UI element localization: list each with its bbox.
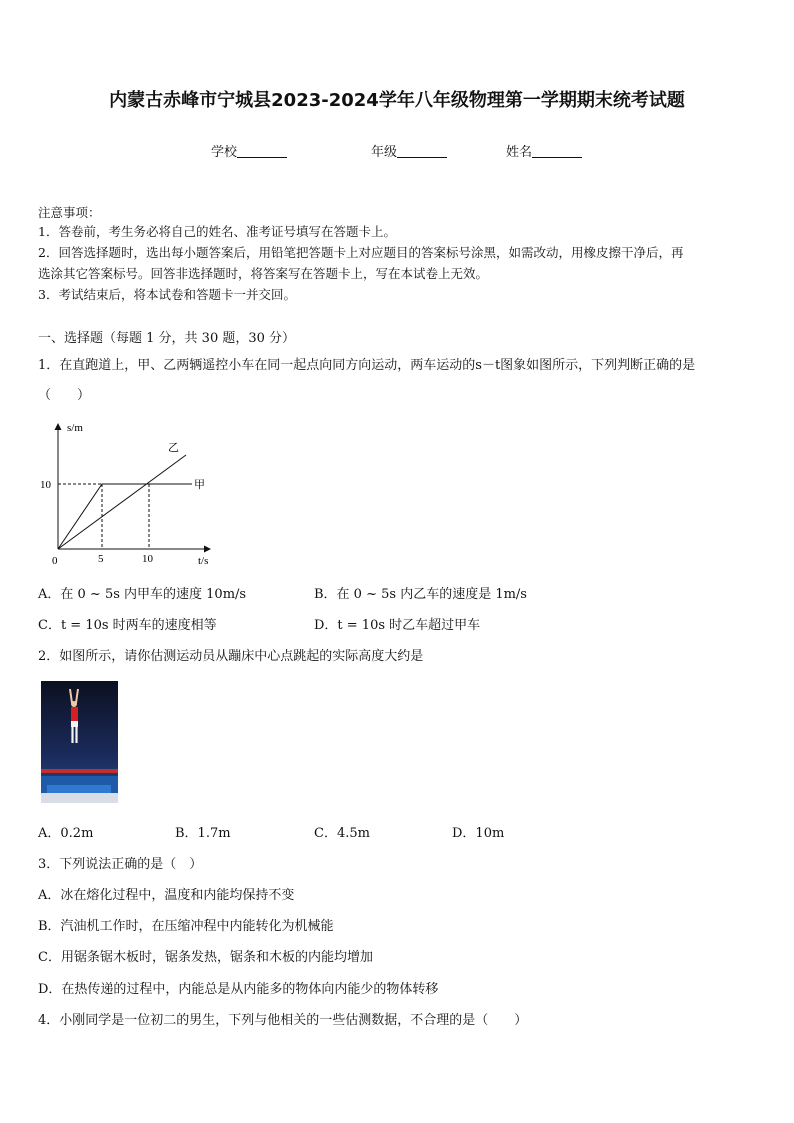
q1-paren: （ ）	[38, 388, 91, 403]
school-label: 学校	[211, 145, 238, 160]
y-axis-label: s/m	[67, 422, 83, 434]
q1-option-a[interactable]: A．在 0 ~ 5s 内甲车的速度 10m/s	[38, 587, 247, 602]
q1-stem: 1．在直跑道上，甲、乙两辆遥控小车在同一起点向同方向运动，两车运动的s－t图象如图所示，下列判断正确的是	[38, 358, 696, 373]
school-blank[interactable]	[237, 144, 287, 158]
label-yi: 乙	[168, 442, 179, 454]
y-tick-10: 10	[40, 479, 51, 491]
q3-option-d[interactable]: D．在热传递的过程中，内能总是从内能多的物体向内能少的物体转移	[38, 982, 439, 997]
name-label: 姓名	[506, 145, 533, 160]
grade-blank[interactable]	[397, 144, 447, 158]
x-tick-10: 10	[142, 553, 153, 565]
q2-option-d[interactable]: D．10m	[452, 826, 505, 841]
note-2-cont: 选涂其它答案标号。回答非选择题时，将答案写在答题卡上，写在本试卷上无效。	[38, 266, 489, 281]
note-2: 2．回答选择题时，选出每小题答案后，用铅笔把答题卡上对应题目的答案标号涂黑，如需改动，用橡皮擦干净后，再	[38, 245, 684, 260]
q3-option-a[interactable]: A．冰在熔化过程中，温度和内能均保持不变	[38, 888, 295, 903]
grade-field[interactable]	[371, 141, 447, 160]
q2-option-c[interactable]: C．4.5m	[314, 826, 370, 841]
line-jia	[58, 484, 192, 549]
school-field[interactable]	[211, 141, 287, 160]
q4-stem: 4．小刚同学是一位初二的男生，下列与他相关的一些估测数据，不合理的是（ ）	[38, 1013, 528, 1028]
label-jia: 甲	[194, 479, 205, 491]
q2-option-b[interactable]: B．1.7m	[175, 826, 231, 841]
page-title: 内蒙古赤峰市宁城县2023-2024学年八年级物理第一学期期末统考试题	[109, 90, 685, 111]
grade-label: 年级	[371, 145, 398, 160]
section-heading: 一、选择题（每题 1 分，共 30 题，30 分）	[38, 331, 296, 346]
x-tick-5: 5	[98, 553, 104, 565]
q1-option-d[interactable]: D．t = 10s 时乙车超过甲车	[314, 618, 481, 633]
q1-option-c[interactable]: C．t = 10s 时两车的速度相等	[38, 618, 217, 633]
line-yi	[58, 455, 186, 549]
trampoline-photo	[41, 681, 118, 803]
note-3: 3．考试结束后，将本试卷和答题卡一并交回。	[38, 287, 296, 302]
origin-label: 0	[52, 555, 58, 567]
name-blank[interactable]	[532, 144, 582, 158]
q1-option-b[interactable]: B．在 0 ~ 5s 内乙车的速度是 1m/s	[314, 587, 527, 602]
notes-heading: 注意事项：	[38, 205, 101, 220]
q3-option-c[interactable]: C．用锯条锯木板时，锯条发热，锯条和木板的内能均增加	[38, 950, 373, 965]
st-graph	[36, 418, 216, 568]
q3-stem: 3．下列说法正确的是（ ）	[38, 857, 203, 872]
q2-option-a[interactable]: A．0.2m	[38, 826, 94, 841]
q3-option-b[interactable]: B．汽油机工作时，在压缩冲程中内能转化为机械能	[38, 919, 334, 934]
q2-stem: 2．如图所示，请你估测运动员从蹦床中心点跳起的实际高度大约是	[38, 649, 424, 664]
note-1: 1．答卷前，考生务必将自己的姓名、准考证号填写在答题卡上。	[38, 224, 396, 239]
name-field[interactable]	[506, 141, 582, 160]
x-axis-label: t/s	[198, 555, 209, 567]
